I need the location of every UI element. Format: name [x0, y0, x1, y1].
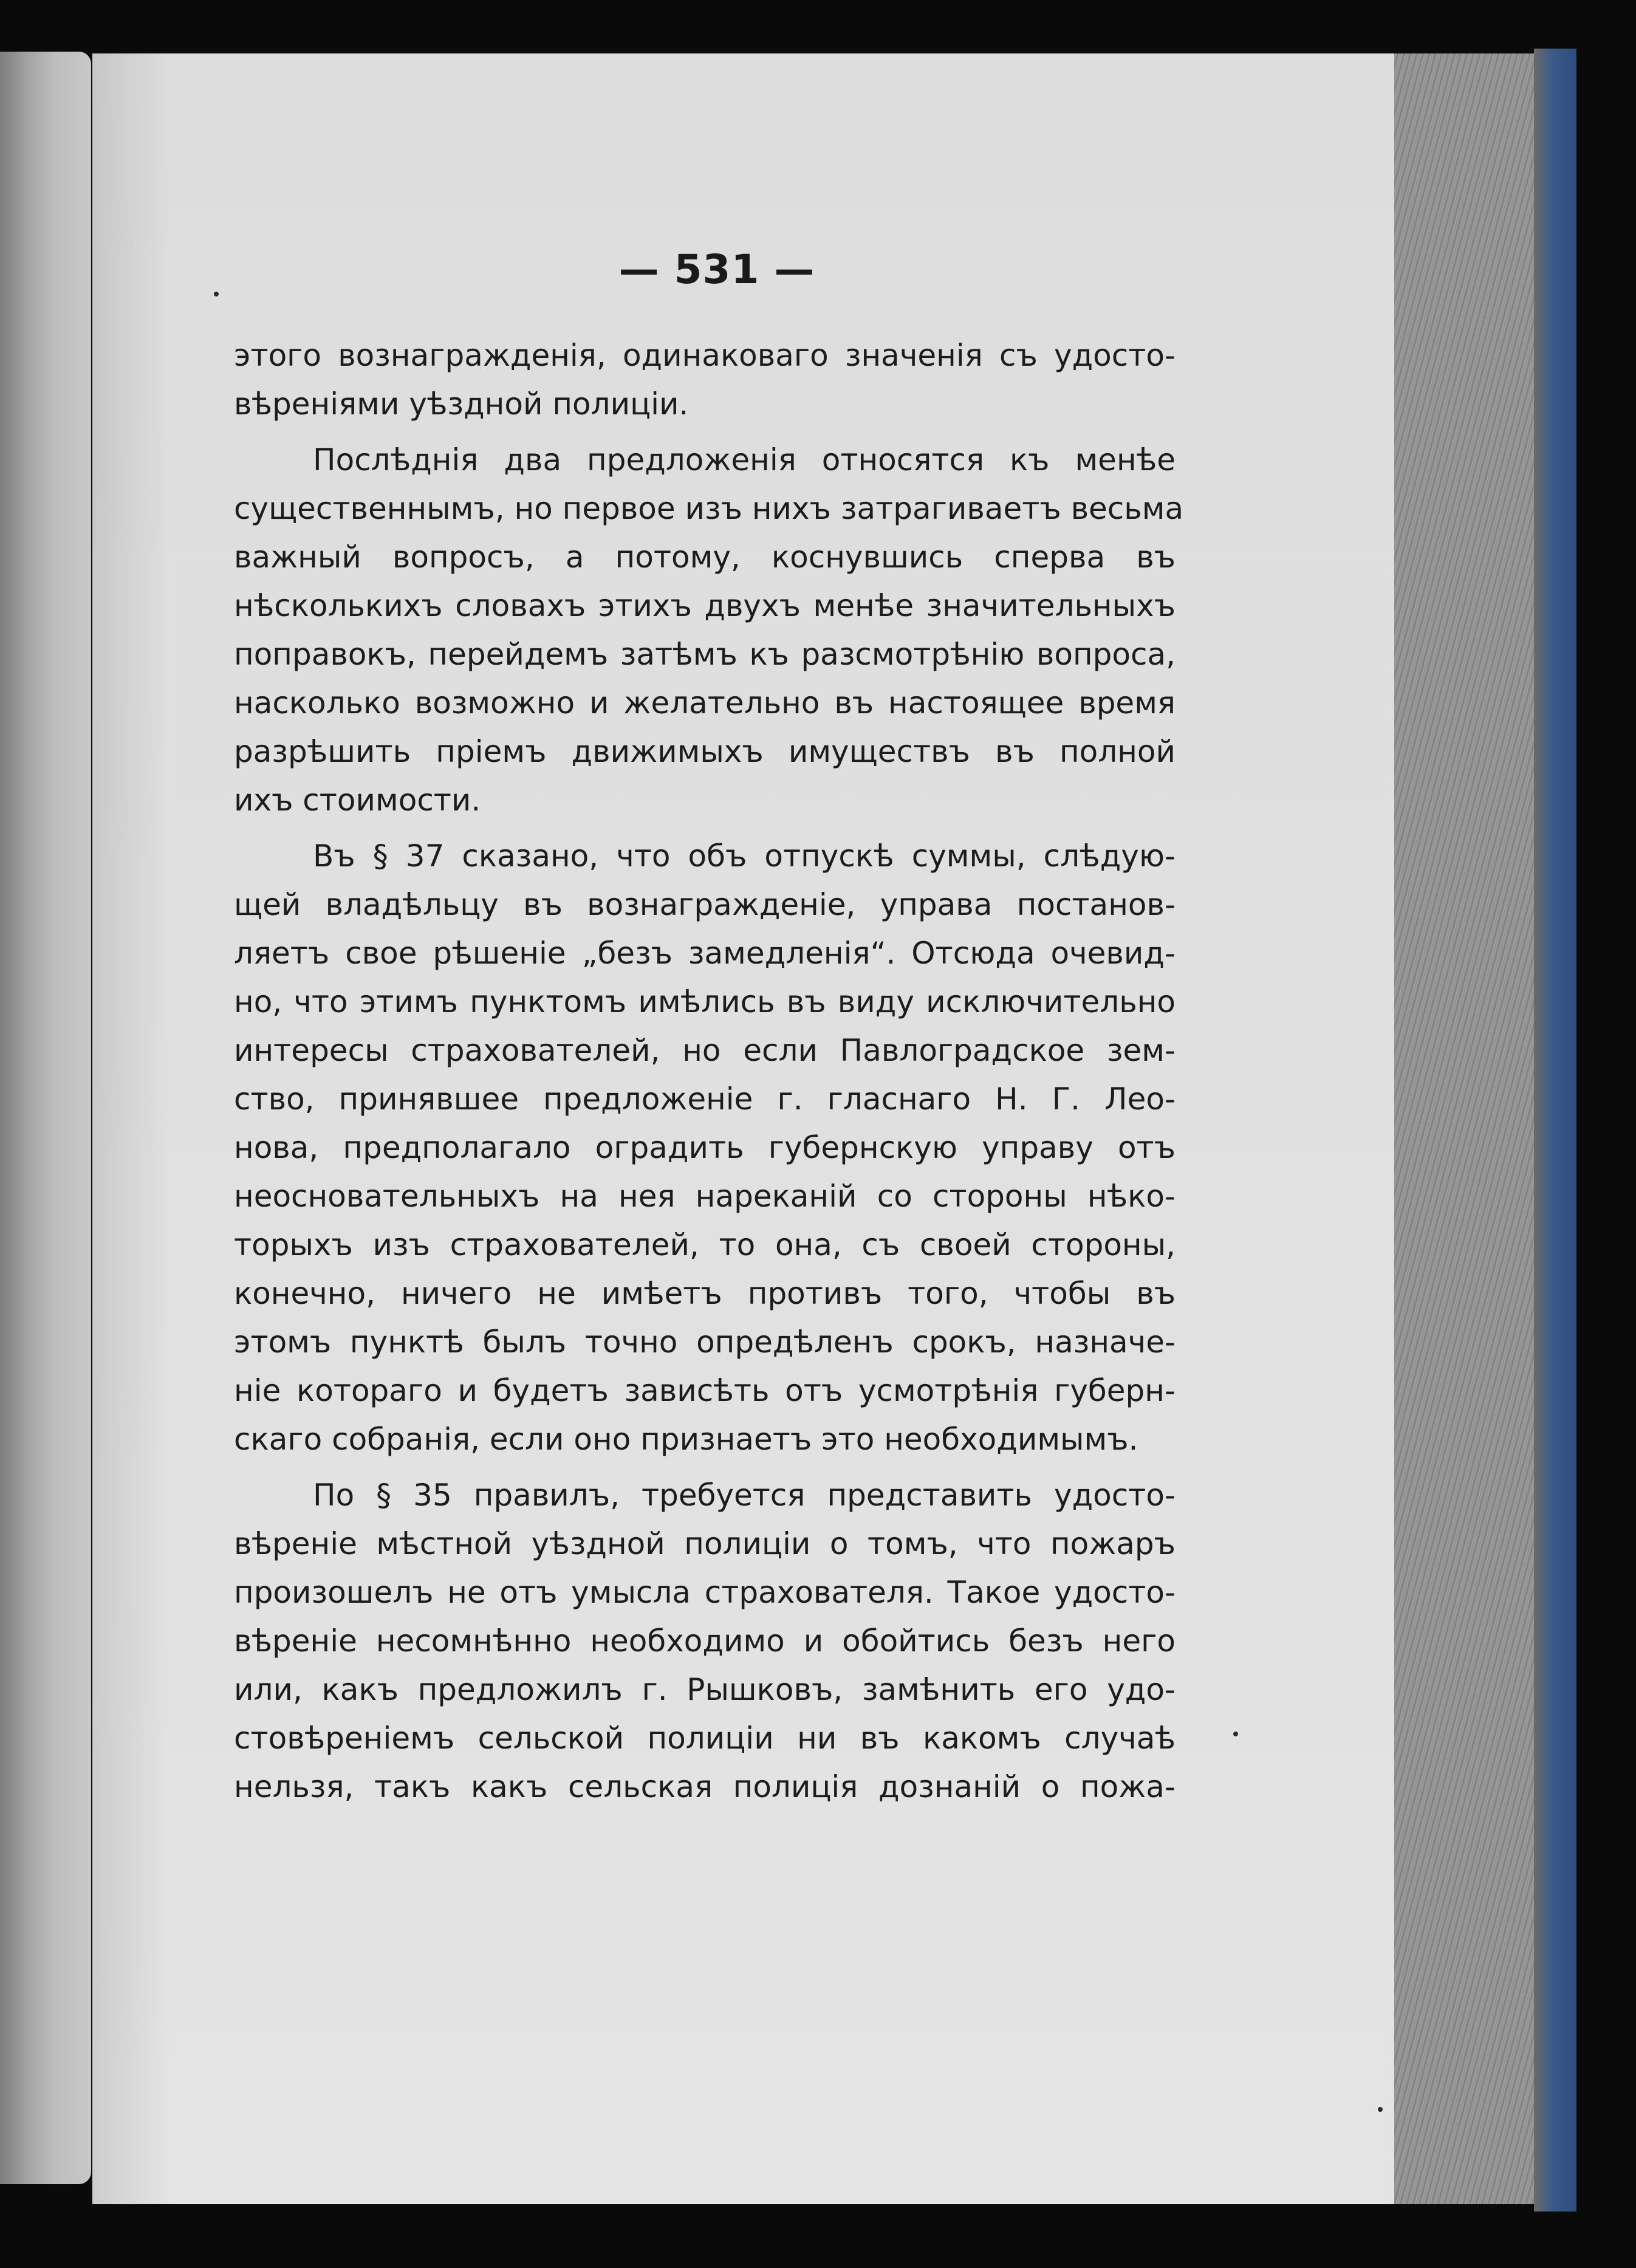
page-number: — 531 —: [618, 246, 815, 293]
text-line: этого вознагражденія, одинаковаго значенія съ удосто-: [234, 338, 1176, 373]
text-line: ніе котораго и будетъ зависѣть отъ усмотрѣнія губерн-: [234, 1373, 1176, 1408]
paragraph: [234, 436, 1184, 824]
text-line: Послѣднія два предложенія относятся къ менѣе: [313, 442, 1176, 478]
text-line: нова, предполагало оградить губернскую управу отъ: [234, 1130, 1176, 1165]
book-cover: [1534, 49, 1576, 2211]
text-line: этомъ пунктѣ былъ точно опредѣленъ срокъ, назначе-: [234, 1324, 1176, 1360]
paragraph: [234, 1471, 1176, 1811]
paragraph-gap: [234, 428, 1176, 436]
text-line: ляетъ свое рѣшеніе „безъ замедленія“. Отсюда очевид-: [234, 936, 1176, 971]
text-line: нельзя, такъ какъ сельская полиція дознаній о пожа-: [234, 1769, 1176, 1804]
body-text: [234, 331, 1184, 1811]
paragraph-gap: [234, 824, 1176, 832]
text-line: вѣреніями уѣздной полиціи.: [234, 386, 689, 422]
text-line: вѣреніе несомнѣнно необходимо и обойтись безъ него: [234, 1623, 1176, 1659]
facing-page-edge: [0, 52, 91, 2184]
ink-speck: [1233, 1732, 1238, 1736]
text-line: произошелъ не отъ умысла страхователя. Такое удосто-: [234, 1575, 1176, 1610]
text-line: По § 35 правилъ, требуется представить удосто-: [313, 1478, 1176, 1513]
paragraph: [234, 331, 1176, 428]
text-line: торыхъ изъ страхователей, то она, съ своей стороны,: [234, 1227, 1176, 1262]
ink-speck: [1378, 2107, 1383, 2112]
text-line: неосновательныхъ на нея нареканій со стороны нѣко-: [234, 1179, 1176, 1214]
paragraph-gap: [234, 1464, 1176, 1471]
text-line: нѣсколькихъ словахъ этихъ двухъ менѣе значительныхъ: [234, 588, 1176, 623]
page-block-edge: [1394, 53, 1534, 2204]
text-line: конечно, ничего не имѣетъ противъ того, чтобы въ: [234, 1276, 1176, 1311]
text-line: скаго собранія, если оно признаетъ это необходимымъ.: [234, 1422, 1138, 1457]
text-line: ихъ стоимости.: [234, 783, 481, 818]
text-line: существеннымъ, но первое изъ нихъ затрагиваетъ весьма: [234, 491, 1184, 526]
text-line: интересы страхователей, но если Павлоградское зем-: [234, 1033, 1176, 1068]
text-line: или, какъ предложилъ г. Рышковъ, замѣнить его удо-: [234, 1672, 1176, 1707]
text-line: насколько возможно и желательно въ настоящее время: [234, 685, 1176, 721]
ink-speck: [214, 292, 219, 296]
text-line: Въ § 37 сказано, что объ отпускѣ суммы, слѣдую-: [313, 838, 1176, 874]
text-line: но, что этимъ пунктомъ имѣлись въ виду исключительно: [234, 984, 1176, 1019]
text-line: важный вопросъ, а потому, коснувшись сперва въ: [234, 540, 1176, 575]
text-line: стовѣреніемъ сельской полиціи ни въ какомъ случаѣ: [234, 1721, 1176, 1756]
text-line: вѣреніе мѣстной уѣздной полиціи о томъ, что пожаръ: [234, 1526, 1176, 1561]
paragraph: [234, 832, 1176, 1464]
text-line: поправокъ, перейдемъ затѣмъ къ разсмотрѣнію вопроса,: [234, 637, 1176, 672]
text-line: ство, принявшее предложеніе г. гласнаго Н. Г. Лео-: [234, 1081, 1176, 1117]
text-line: щей владѣльцу въ вознагражденіе, управа постанов-: [234, 887, 1176, 922]
text-line: разрѣшить пріемъ движимыхъ имуществъ въ полной: [234, 734, 1176, 769]
